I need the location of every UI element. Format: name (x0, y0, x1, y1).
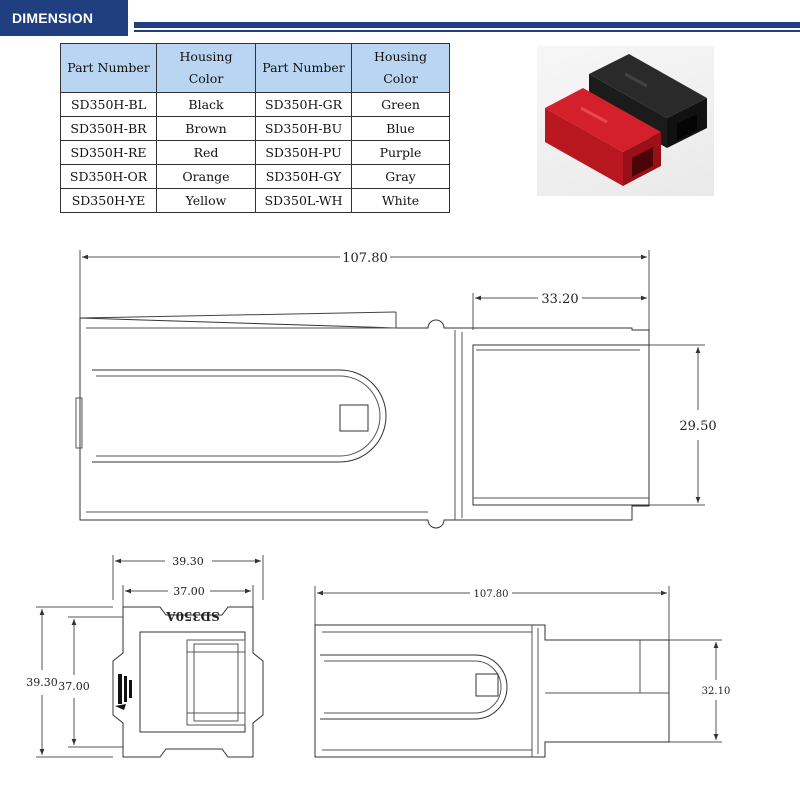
cell-color: Purple (352, 141, 450, 165)
dim-front-outer-width: 39.30 (172, 555, 204, 568)
front-view-drawing (36, 555, 263, 757)
dim-overall-length: 107.80 (342, 251, 388, 266)
cell-part-number: SD350H-GR (256, 93, 352, 117)
cell-part-number: SD350L-WH (256, 189, 352, 213)
top-view-drawing (76, 250, 705, 528)
header-text: Housing Color (179, 49, 233, 86)
cell-color: Red (157, 141, 256, 165)
cell-part-number: SD350H-BU (256, 117, 352, 141)
cell-color: White (352, 189, 450, 213)
cell-color: Blue (352, 117, 450, 141)
col-header-part-number: Part Number (61, 44, 157, 93)
cell-part-number: SD350H-GY (256, 165, 352, 189)
cell-part-number: SD350H-BL (61, 93, 157, 117)
cell-color: Black (157, 93, 256, 117)
cell-color: Orange (157, 165, 256, 189)
col-header-part-number-2: Part Number (256, 44, 352, 93)
cell-part-number: SD350H-RE (61, 141, 157, 165)
dim-mating-length: 33.20 (541, 292, 579, 307)
dim-front-inner-height: 37.00 (58, 680, 90, 693)
cell-color: Yellow (157, 189, 256, 213)
cell-part-number: SD350H-YE (61, 189, 157, 213)
dim-side-overall-length: 107.80 (473, 589, 509, 600)
cell-color: Green (352, 93, 450, 117)
logo-mark (115, 674, 132, 710)
side-view-drawing (315, 586, 722, 757)
dim-mating-height: 29.50 (679, 419, 717, 434)
dim-side-height: 32.10 (701, 686, 731, 697)
section-title: DIMENSION (12, 10, 94, 26)
cell-part-number: SD350H-BR (61, 117, 157, 141)
dim-front-inner-width: 37.00 (173, 585, 205, 598)
cell-color: Gray (352, 165, 450, 189)
header-text: Housing Color (374, 49, 427, 86)
dim-front-outer-height: 39.30 (26, 676, 58, 689)
cell-part-number: SD350H-PU (256, 141, 352, 165)
housing-marking: SD350A (166, 609, 220, 623)
cell-color: Brown (157, 117, 256, 141)
cell-part-number: SD350H-OR (61, 165, 157, 189)
